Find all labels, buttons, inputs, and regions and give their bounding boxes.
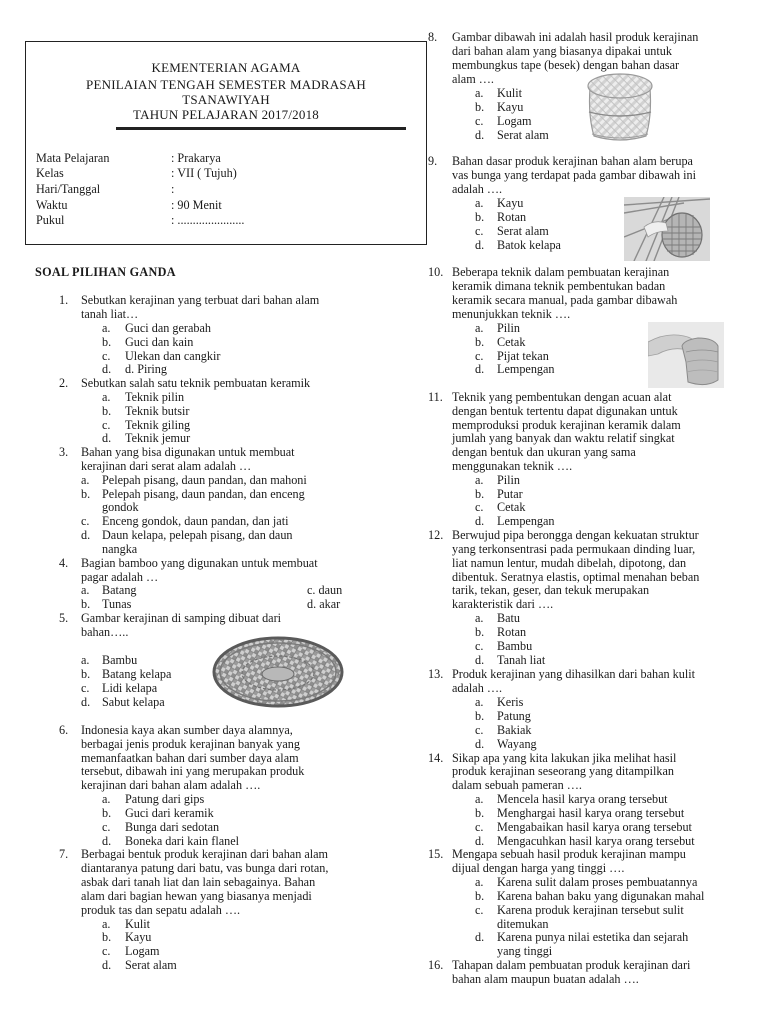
option-letter: d.	[102, 958, 112, 972]
question-text-line: berbagai jenis produk kerajinan banyak yang	[81, 737, 300, 751]
option-letter: a.	[102, 390, 111, 404]
question-number: 6.	[59, 723, 69, 737]
option-letter: b.	[475, 100, 485, 114]
question-text-line: Berwujud pipa berongga dengan kekuatan struktur	[452, 528, 699, 542]
question-number: 5.	[59, 611, 69, 625]
question-text-line: menggunakan teknik ….	[452, 459, 573, 473]
option-text-continued: ditemukan	[497, 917, 549, 931]
option-letter: d.	[475, 737, 485, 751]
option-text: Batu	[497, 611, 521, 625]
option-letter: b.	[475, 709, 485, 723]
question-number: 1.	[59, 293, 69, 307]
option-text: Cetak	[497, 335, 526, 349]
option-letter: d.	[102, 431, 112, 445]
question-text-line: yang terkonsentrasi pada permukaan dinding luar,	[452, 542, 696, 556]
question-text-line: Sebutkan kerajinan yang terbuat dari bahan alam	[81, 293, 320, 307]
option-text: Pilin	[497, 473, 521, 487]
date-value: :	[171, 182, 175, 196]
option-letter: c.	[475, 349, 484, 363]
option-text: Bambu	[102, 653, 138, 667]
ministry-title: KEMENTERIAN AGAMA	[151, 60, 301, 75]
option-text: Serat alam	[497, 224, 549, 238]
option-text-continued: gondok	[102, 500, 139, 514]
exam-header	[25, 41, 427, 245]
question-text-line: Gambar dibawah ini adalah hasil produk kerajinan	[452, 30, 699, 44]
option-text-continued: nangka	[102, 542, 138, 556]
option-text: c. daun	[307, 583, 343, 597]
option-text: Lempengan	[497, 514, 555, 528]
option-letter: d.	[475, 834, 485, 848]
question-number: 11.	[428, 390, 443, 404]
question-text-line: tarik, tekan, geser, dan tekuk merupakan	[452, 583, 650, 597]
option-letter: c.	[102, 944, 111, 958]
class-label: Kelas	[36, 166, 64, 180]
option-letter: c.	[102, 418, 111, 432]
option-letter: b.	[102, 404, 112, 418]
option-letter: a.	[102, 792, 111, 806]
option-letter: d.	[81, 528, 91, 542]
question-text-line: dibentuk. Seratnya elastis, optimal menahan beban	[452, 570, 700, 584]
option-letter: d.	[102, 834, 112, 848]
option-text: Daun kelapa, pelepah pisang, dan daun	[102, 528, 293, 542]
option-letter: d.	[81, 695, 91, 709]
option-text: Pijat tekan	[497, 349, 549, 363]
question-text-line: tanah liat…	[81, 307, 139, 321]
question-text-line: jumlah yang banyak dan waktu relatif singkat	[452, 431, 675, 445]
option-text: Batang kelapa	[102, 667, 172, 681]
option-letter: a.	[81, 583, 90, 597]
option-text: Bunga dari sedotan	[125, 820, 220, 834]
question-text-line: adalah ….	[452, 681, 503, 695]
question-text-line: diantaranya patung dari batu, vas bunga dari rotan,	[81, 861, 329, 875]
question-text-line: dengan bentuk tertentu dapat digunakan untuk	[452, 404, 678, 418]
option-text-continued: yang tinggi	[497, 944, 553, 958]
option-text: Teknik butsir	[125, 404, 190, 418]
option-text: Rotan	[497, 625, 527, 639]
option-letter: c.	[475, 500, 484, 514]
option-letter: c.	[475, 820, 484, 834]
question-text-line: produk tas dan sepatu adalah ….	[81, 903, 241, 917]
option-text: Teknik jemur	[125, 431, 191, 445]
question-text-line: Sebutkan salah satu teknik pembuatan keramik	[81, 376, 311, 390]
option-letter: b.	[475, 806, 485, 820]
class-value: : VII ( Tujuh)	[171, 166, 237, 180]
option-letter: b.	[475, 625, 485, 639]
option-text: Logam	[497, 114, 532, 128]
question-number: 10.	[428, 265, 444, 279]
duration-label: Waktu	[36, 198, 68, 212]
option-text: Karena sulit dalam proses pembuatannya	[497, 875, 698, 889]
option-letter: a.	[475, 86, 484, 100]
school-level: TSANAWIYAH	[182, 92, 270, 107]
option-text: Logam	[125, 944, 160, 958]
option-text: Rotan	[497, 210, 527, 224]
header-rule	[116, 127, 406, 130]
question-number: 13.	[428, 667, 444, 681]
academic-year: TAHUN PELAJARAN 2017/2018	[133, 107, 319, 122]
question-number: 14.	[428, 751, 444, 765]
question-text-line: Beberapa teknik dalam pembuatan kerajinan	[452, 265, 670, 279]
option-text: Teknik giling	[125, 418, 191, 432]
option-letter: b.	[475, 487, 485, 501]
option-text: Patung dari gips	[125, 792, 205, 806]
question-text-line: karakteristik dari ….	[452, 597, 554, 611]
question-number: 15.	[428, 847, 444, 861]
option-text: Kulit	[125, 917, 151, 931]
question-text-line: kerajinan dari bahan alam adalah ….	[81, 778, 261, 792]
duration-value: : 90 Menit	[171, 198, 222, 212]
option-letter: b.	[102, 806, 112, 820]
question-text-line: Gambar kerajinan di samping dibuat dari	[81, 611, 282, 625]
option-text: Karena produk kerajinan tersebut sulit	[497, 903, 684, 917]
option-letter: c.	[475, 224, 484, 238]
option-text: Kulit	[497, 86, 523, 100]
question-text-line: Mengapa sebuah hasil produk kerajinan mampu	[452, 847, 686, 861]
date-label: Hari/Tanggal	[36, 182, 101, 196]
option-text: Patung	[497, 709, 531, 723]
option-text: Boneka dari kain flanel	[125, 834, 240, 848]
question-text-line: bahan…..	[81, 625, 129, 639]
option-text: Sabut kelapa	[102, 695, 165, 709]
option-letter: c.	[102, 820, 111, 834]
question-text-line: bahan alam maupun buatan adalah ….	[452, 972, 639, 986]
option-letter: b.	[475, 210, 485, 224]
option-letter: b.	[475, 889, 485, 903]
option-text: Pilin	[497, 321, 521, 335]
option-text: Kayu	[497, 196, 524, 210]
question-number: 12.	[428, 528, 444, 542]
question-number: 2.	[59, 376, 69, 390]
option-letter: d.	[475, 238, 485, 252]
option-text: Guci dari keramik	[125, 806, 214, 820]
time-label: Pukul	[36, 213, 65, 227]
option-letter: b.	[102, 335, 112, 349]
subject-label: Mata Pelajaran	[36, 151, 110, 165]
option-letter: b.	[475, 335, 485, 349]
question-text-line: memanfaatkan bahan dari sumber daya alam	[81, 751, 299, 765]
question-text-line: dengan bentuk dan ukuran yang sama	[452, 445, 636, 459]
option-letter: a.	[475, 473, 484, 487]
option-text: Mengabaikan hasil karya orang tersebut	[497, 820, 692, 834]
question-text-line: kerajinan dari serat alam adalah …	[81, 459, 252, 473]
option-letter: b.	[81, 487, 91, 501]
option-text: Teknik pilin	[125, 390, 185, 404]
question-text-line: adalah ….	[452, 182, 503, 196]
ceramic-pinch-icon	[648, 322, 724, 388]
option-letter: a.	[475, 792, 484, 806]
question-text-line: Bahan yang bisa digunakan untuk membuat	[81, 445, 295, 459]
question-text-line: Tahapan dalam pembuatan produk kerajinan dari	[452, 958, 691, 972]
option-letter: b.	[102, 930, 112, 944]
rattan-weaving-icon	[624, 197, 710, 261]
question-text-line: produk kerajinan seseorang yang ditampilkan	[452, 764, 675, 778]
option-letter: d.	[475, 514, 485, 528]
option-text: Kayu	[497, 100, 524, 114]
option-letter: d.	[475, 362, 485, 376]
question-number: 16.	[428, 958, 444, 972]
option-letter: c.	[475, 639, 484, 653]
option-letter: a.	[475, 695, 484, 709]
question-text-line: Teknik yang pembentukan dengan acuan alat	[452, 390, 672, 404]
option-letter: c.	[475, 903, 484, 917]
option-letter: a.	[81, 653, 90, 667]
option-text: Karena punya nilai estetika dan sejarah	[497, 930, 689, 944]
option-letter: b.	[81, 667, 91, 681]
option-letter: c.	[81, 681, 90, 695]
option-text: Karena bahan baku yang digunakan mahal	[497, 889, 705, 903]
option-text: Lempengan	[497, 362, 555, 376]
option-text: Guci dan kain	[125, 335, 194, 349]
question-number: 3.	[59, 445, 69, 459]
option-text: Guci dan gerabah	[125, 321, 211, 335]
option-letter: c.	[475, 114, 484, 128]
question-text-line: vas bunga yang terdapat pada gambar dibawah ini	[452, 168, 696, 182]
question-text-line: alam ….	[452, 72, 494, 86]
option-letter: c.	[81, 514, 90, 528]
option-letter: d.	[102, 362, 112, 376]
option-text: d. akar	[307, 597, 341, 611]
question-text-line: membungkus tape (besek) dengan bahan dasar	[452, 58, 680, 72]
option-letter: a.	[475, 321, 484, 335]
option-text: Kayu	[125, 930, 152, 944]
question-text-line: Bahan dasar produk kerajinan bahan alam berupa	[452, 154, 693, 168]
option-text: Wayang	[497, 737, 537, 751]
exam-title: PENILAIAN TENGAH SEMESTER MADRASAH	[86, 77, 366, 92]
option-text: Serat alam	[125, 958, 177, 972]
option-text: Batok kelapa	[497, 238, 561, 252]
option-letter: c.	[475, 723, 484, 737]
option-text: Menghargai hasil karya orang tersebut	[497, 806, 685, 820]
question-text-line: asbak dari tanah liat dan lain sebagainya. Bahan	[81, 875, 316, 889]
question-number: 8.	[428, 30, 438, 44]
question-number: 4.	[59, 556, 69, 570]
option-text: Lidi kelapa	[102, 681, 158, 695]
option-text: Batang	[102, 583, 137, 597]
option-text: Mengacuhkan hasil karya orang tersebut	[497, 834, 695, 848]
option-text: Cetak	[497, 500, 526, 514]
option-letter: d.	[475, 930, 485, 944]
question-text-line: dijual dengan harga yang tinggi ….	[452, 861, 625, 875]
option-letter: a.	[81, 473, 90, 487]
option-text: Keris	[497, 695, 524, 709]
section-title: SOAL PILIHAN GANDA	[35, 265, 176, 279]
option-text: Bambu	[497, 639, 533, 653]
question-number: 7.	[59, 847, 69, 861]
option-letter: a.	[475, 196, 484, 210]
question-number: 9.	[428, 154, 438, 168]
option-text: Putar	[497, 487, 523, 501]
option-text: Serat alam	[497, 128, 549, 142]
option-text: Mencela hasil karya orang tersebut	[497, 792, 668, 806]
option-text: Enceng gondok, daun pandan, dan jati	[102, 514, 289, 528]
question-text-line: memproduksi produk kerajinan keramik dalam	[452, 418, 681, 432]
option-letter: a.	[102, 917, 111, 931]
option-text: Bakiak	[497, 723, 532, 737]
option-text: Tunas	[102, 597, 132, 611]
basket-icon	[210, 632, 346, 710]
question-text-line: dari bahan alam yang biasanya dipakai untuk	[452, 44, 672, 58]
option-text: d. Piring	[125, 362, 167, 376]
option-letter: a.	[475, 875, 484, 889]
option-text: Tanah liat	[497, 653, 546, 667]
question-text-line: keramik dimana teknik pembentukan badan	[452, 279, 666, 293]
question-text-line: Bagian bamboo yang digunakan untuk membuat	[81, 556, 318, 570]
question-text-line: keramik secara manual, pada gambar dibawah	[452, 293, 678, 307]
question-text-line: Indonesia kaya akan sumber daya alamnya,	[81, 723, 293, 737]
option-letter: d.	[475, 128, 485, 142]
subject-value: : Prakarya	[171, 151, 221, 165]
option-letter: c.	[102, 349, 111, 363]
option-text: Pelepah pisang, daun pandan, dan mahoni	[102, 473, 307, 487]
besek-box-icon	[582, 68, 658, 146]
time-value: : ......................	[171, 213, 245, 227]
option-letter: b.	[81, 597, 91, 611]
question-text-line: tersebut, dibawah ini yang merupakan produk	[81, 764, 305, 778]
question-text-line: menunjukkan teknik ….	[452, 307, 571, 321]
question-text-line: Produk kerajinan yang dihasilkan dari bahan kulit	[452, 667, 696, 681]
question-text-line: Sikap apa yang kita lakukan jika melihat hasil	[452, 751, 677, 765]
option-letter: a.	[475, 611, 484, 625]
question-text-line: alam dari bagian hewan yang biasanya menjadi	[81, 889, 312, 903]
question-text-line: liat namun lentur, mudah dibelah, dipotong, dan	[452, 556, 687, 570]
question-text-line: Berbagai bentuk produk kerajinan dari bahan alam	[81, 847, 329, 861]
question-text-line: dalam sebuah pameran ….	[452, 778, 582, 792]
option-text: Ulekan dan cangkir	[125, 349, 221, 363]
option-text: Pelepah pisang, daun pandan, dan enceng	[102, 487, 305, 501]
option-letter: a.	[102, 321, 111, 335]
option-letter: d.	[475, 653, 485, 667]
question-text-line: pagar adalah …	[81, 570, 159, 584]
